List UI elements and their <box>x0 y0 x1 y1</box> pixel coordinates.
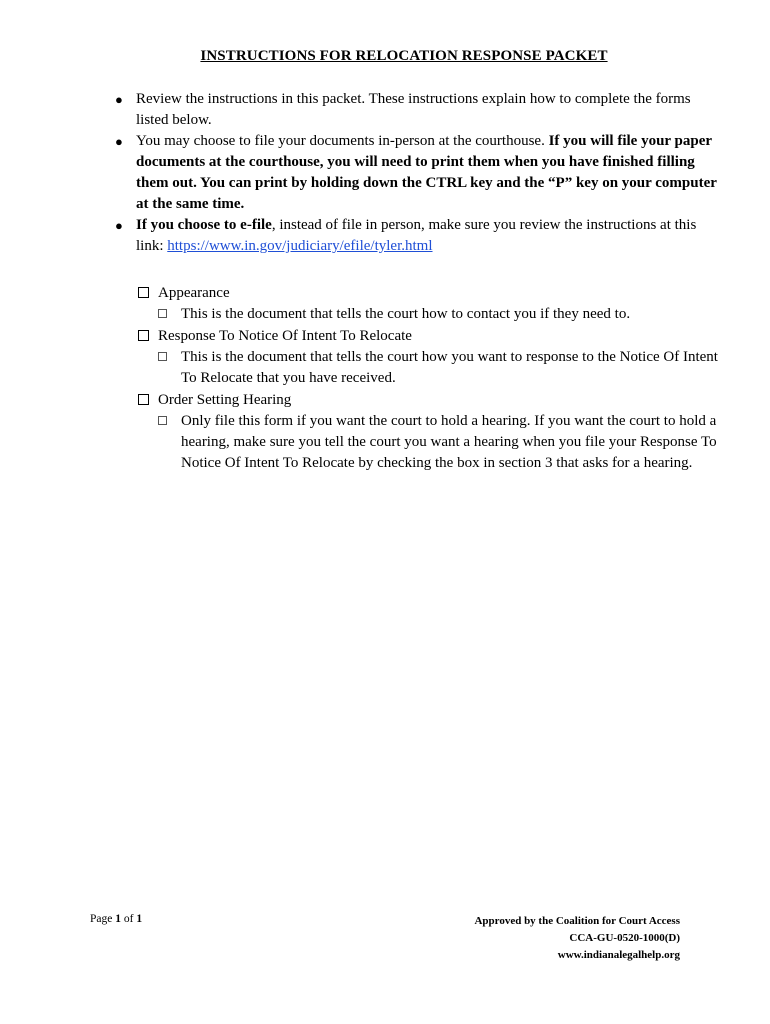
page-current: 1 <box>115 913 121 925</box>
instruction-text: , instead of file in person, make sure you review the instructions at this link: <box>136 217 697 254</box>
form-description: Only file this form if you want the court to hold a hearing. If you want the court to hold a hearing, make sure you tell the court you want a hearing when you file your Response To Notice Of Intent To Relocate by checking the box in section 3 that asks for a hearing. <box>181 413 717 471</box>
checkbox[interactable] <box>138 287 149 298</box>
checkbox[interactable] <box>158 352 167 361</box>
form-description-item <box>138 347 728 389</box>
form-name: Response To Notice Of Intent To Relocate <box>158 328 412 344</box>
instruction-bold-text: If you will file your paper documents at the courthouse, you will need to print them when you have finished filling them out. You can print by holding down the CTRL key and the “P” key on your computer at the same time. <box>136 133 717 212</box>
footer-approval <box>474 913 680 964</box>
bullet-icon: ● <box>115 134 123 149</box>
website-text: www.indianalegalhelp.org <box>557 949 680 961</box>
checkbox[interactable] <box>158 416 167 425</box>
approval-text: Approved by the Coalition for Court Access <box>474 915 680 927</box>
instruction-text: Review the instructions in this packet. These instructions explain how to complete the forms listed below. <box>136 91 691 128</box>
form-description: This is the document that tells the court how you want to response to the Notice Of Intent To Relocate that you have received. <box>181 349 718 386</box>
forms-checklist <box>138 283 728 475</box>
form-name: Appearance <box>158 285 230 301</box>
bullet-icon: ● <box>115 92 123 107</box>
page-of-label: of <box>120 913 137 925</box>
instruction-item-review <box>115 89 725 131</box>
page-label: Page <box>90 913 116 925</box>
checkbox[interactable] <box>138 394 149 405</box>
form-code: CCA-GU-0520-1000(D) <box>569 932 680 944</box>
form-item-appearance <box>138 283 728 325</box>
instruction-item-file-in-person <box>115 131 725 215</box>
page-total: 1 <box>136 913 143 925</box>
instruction-item-efile <box>115 215 725 257</box>
page-title: INSTRUCTIONS FOR RELOCATION RESPONSE PACKET <box>200 48 608 64</box>
instruction-list <box>115 89 725 257</box>
efile-instructions-link[interactable]: https://www.in.gov/judiciary/efile/tyler.html <box>167 238 433 254</box>
instruction-text: You may choose to file your documents in-person at the courthouse. <box>136 133 549 149</box>
form-name: Order Setting Hearing <box>158 392 292 408</box>
checkbox[interactable] <box>158 309 167 318</box>
form-description-item <box>138 304 728 325</box>
bullet-icon: ● <box>115 218 123 233</box>
form-item-order-setting-hearing <box>138 390 728 474</box>
form-item-response <box>138 326 728 389</box>
form-description-item <box>138 411 728 474</box>
form-description: This is the document that tells the court how to contact you if they need to. <box>181 306 631 322</box>
checkbox[interactable] <box>138 330 149 341</box>
page-number <box>90 913 142 925</box>
instruction-bold-text: If you choose to e-file <box>136 217 272 233</box>
